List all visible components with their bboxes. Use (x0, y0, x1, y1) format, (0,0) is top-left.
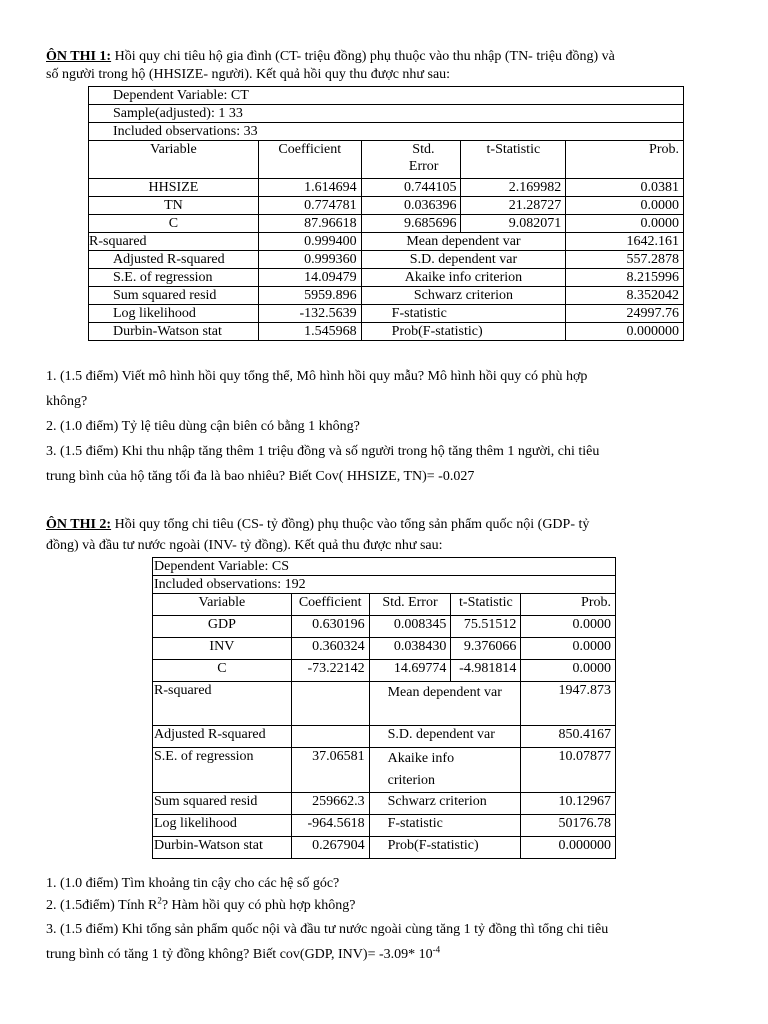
stat-label: S.E. of regression (153, 748, 292, 793)
stat-value (291, 726, 369, 748)
table-row (153, 616, 616, 638)
stat-value: 0.999360 (258, 251, 361, 269)
stat-value: 1.545968 (258, 323, 361, 341)
row-t-statistic: -4.981814 (451, 660, 521, 682)
row-t-statistic: 75.51512 (451, 616, 521, 638)
row-std-error: 0.008345 (369, 616, 451, 638)
stat-label-right: Akaike info criterion (369, 748, 521, 793)
row-variable: HHSIZE (89, 179, 259, 197)
stat-label: R-squared (153, 682, 292, 726)
stats-row (153, 682, 616, 726)
stat-value-right: 8.215996 (566, 269, 684, 287)
stat-value-right: 24997.76 (566, 305, 684, 323)
row-variable: INV (153, 638, 292, 660)
question-3: 3. (1.5 điểm) Khi tổng sản phẩm quốc nội và đầu tư nước ngoài cùng tăng 1 tỷ đồng thì tổng chi tiêu trung bình có tăng 1 tỷ đồng không? Biết cov(GDP, INV)= -3.09* $10^{-4}$ (46, 922, 609, 962)
table-row (89, 215, 684, 233)
row-coefficient: 1.614694 (258, 179, 361, 197)
row-coefficient: 0.360324 (291, 638, 369, 660)
row-prob: 0.0000 (521, 616, 616, 638)
regression-table-1 (88, 86, 684, 341)
problem1-intro (46, 48, 718, 84)
stat-value-right: 50176.78 (521, 815, 616, 837)
table-row (89, 197, 684, 215)
row-prob: 0.0381 (566, 179, 684, 197)
stat-value: 259662.3 (291, 793, 369, 815)
row-coefficient: 87.96618 (258, 215, 361, 233)
stat-label: Adjusted R-squared (89, 251, 259, 269)
problem1-questions (46, 364, 718, 489)
stat-value: -132.5639 (258, 305, 361, 323)
header-std-error: Std. Error (369, 594, 451, 616)
row-std-error: 14.69774 (369, 660, 451, 682)
stat-value: 37.06581 (291, 748, 369, 793)
stats-row (153, 748, 616, 793)
row-prob: 0.0000 (521, 660, 616, 682)
row-coefficient: 0.630196 (291, 616, 369, 638)
problem2-questions (46, 873, 718, 967)
header-variable: Variable (153, 594, 292, 616)
problem1-intro-line2: số người trong hộ (HHSIZE- người). Kết quả hồi quy thu được như sau: (46, 67, 451, 82)
stat-value: -964.5618 (291, 815, 369, 837)
stat-value: 5959.896 (258, 287, 361, 305)
problem2-intro (46, 512, 718, 558)
row-t-statistic: 21.28727 (461, 197, 566, 215)
stat-value-right: 0.000000 (566, 323, 684, 341)
stat-label: Log likelihood (153, 815, 292, 837)
stat-label-right: F-statistic (361, 305, 566, 323)
stat-value: 0.267904 (291, 837, 369, 859)
table-row (153, 638, 616, 660)
row-t-statistic: 9.082071 (461, 215, 566, 233)
stat-label-right: S.D. dependent var (369, 726, 521, 748)
question-2: 2. (1.0 điểm) Tỷ lệ tiêu dùng cận biên có bằng 1 không? (46, 419, 360, 434)
stats-row (89, 233, 684, 251)
stats-row (89, 251, 684, 269)
stat-value (291, 682, 369, 726)
row-variable: C (89, 215, 259, 233)
stats-row (89, 287, 684, 305)
stats-row (89, 305, 684, 323)
row-t-statistic: 9.376066 (451, 638, 521, 660)
stat-label-right: Schwarz criterion (369, 793, 521, 815)
stat-label: Sum squared resid (153, 793, 292, 815)
stats-row (89, 269, 684, 287)
question-2: 2. (1.5điểm) Tính $R^2$? Hàm hồi quy có phù hợp không? (46, 895, 356, 913)
row-std-error: 0.038430 (369, 638, 451, 660)
sample-range: Sample(adjusted): 1 33 (89, 105, 684, 123)
stat-label: Log likelihood (89, 305, 259, 323)
row-variable: GDP (153, 616, 292, 638)
stats-row (153, 726, 616, 748)
header-prob: Prob. (566, 141, 684, 179)
stat-value-right: 1947.873 (521, 682, 616, 726)
stat-label: Adjusted R-squared (153, 726, 292, 748)
stats-row (153, 815, 616, 837)
row-std-error: 9.685696 (361, 215, 461, 233)
stat-label: Durbin-Watson stat (89, 323, 259, 341)
stat-label: Durbin-Watson stat (153, 837, 292, 859)
row-coefficient: 0.774781 (258, 197, 361, 215)
stat-label-right: Mean dependent var (361, 233, 566, 251)
row-t-statistic: 2.169982 (461, 179, 566, 197)
included-observations: Included observations: 33 (89, 123, 684, 141)
header-variable: Variable (89, 141, 259, 179)
stat-value: 0.999400 (258, 233, 361, 251)
stat-label-right: Schwarz criterion (361, 287, 566, 305)
header-t-statistic: t-Statistic (451, 594, 521, 616)
row-std-error: 0.036396 (361, 197, 461, 215)
stat-label: Sum squared resid (89, 287, 259, 305)
stats-row (89, 323, 684, 341)
table-row (89, 179, 684, 197)
header-prob: Prob. (521, 594, 616, 616)
table-row (153, 660, 616, 682)
stat-label: S.E. of regression (89, 269, 259, 287)
stat-value-right: 1642.161 (566, 233, 684, 251)
stats-row (153, 837, 616, 859)
row-prob: 0.0000 (566, 197, 684, 215)
stats-row (153, 793, 616, 815)
row-std-error: 0.744105 (361, 179, 461, 197)
row-variable: C (153, 660, 292, 682)
header-std-error: Std. Error (361, 141, 461, 179)
stat-label: R-squared (89, 233, 259, 251)
stat-label-right: Mean dependent var (369, 682, 521, 726)
dependent-variable: Dependent Variable: CS (153, 558, 616, 576)
stat-label-right: Prob(F-statistic) (369, 837, 521, 859)
dependent-variable: Dependent Variable: CT (89, 87, 684, 105)
stat-label-right: F-statistic (369, 815, 521, 837)
row-variable: TN (89, 197, 259, 215)
problem2-intro-line1: Hồi quy tổng chi tiêu (CS- tỷ đồng) phụ thuộc vào tổng sản phẩm quốc nội (GDP- tỷ (111, 517, 590, 532)
stat-value-right: 557.2878 (566, 251, 684, 269)
question-1: 1. (1.5 điểm) Viết mô hình hồi quy tổng thể, Mô hình hồi quy mẫu? Mô hình hồi quy có phù hợp không? (46, 369, 588, 409)
row-coefficient: -73.22142 (291, 660, 369, 682)
problem2-heading: ÔN THI 2: (46, 517, 112, 532)
stat-value: 14.09479 (258, 269, 361, 287)
header-coefficient: Coefficient (258, 141, 361, 179)
question-3: 3. (1.5 điểm) Khi thu nhập tăng thêm 1 triệu đồng và số người trong hộ tăng thêm 1 người, chi tiêu trung bình của hộ tăng tối đa là bao nhiêu? Biết Cov( HHSIZE, TN)= -0.027 (46, 444, 600, 484)
regression-table-2 (152, 557, 616, 859)
row-prob: 0.0000 (521, 638, 616, 660)
header-coefficient: Coefficient (291, 594, 369, 616)
included-observations: Included observations: 192 (153, 576, 616, 594)
stat-value-right: 10.12967 (521, 793, 616, 815)
question-1: 1. (1.0 điểm) Tìm khoảng tin cậy cho các hệ số góc? (46, 876, 340, 891)
stat-value-right: 8.352042 (566, 287, 684, 305)
stat-value-right: 850.4167 (521, 726, 616, 748)
stat-value-right: 10.07877 (521, 748, 616, 793)
stat-value-right: 0.000000 (521, 837, 616, 859)
stat-label-right: Akaike info criterion (361, 269, 566, 287)
stat-label-right: Prob(F-statistic) (361, 323, 566, 341)
stat-label-right: S.D. dependent var (361, 251, 566, 269)
problem1-heading: ÔN THI 1: (46, 49, 112, 64)
header-t-statistic: t-Statistic (461, 141, 566, 179)
problem1-intro-line1: Hồi quy chi tiêu hộ gia đình (CT- triệu đồng) phụ thuộc vào thu nhập (TN- triệu đồng) và (111, 49, 615, 64)
problem2-intro-line2: đồng) và đầu tư nước ngoài (INV- tỷ đồng). Kết quả thu được như sau: (46, 538, 443, 553)
row-prob: 0.0000 (566, 215, 684, 233)
